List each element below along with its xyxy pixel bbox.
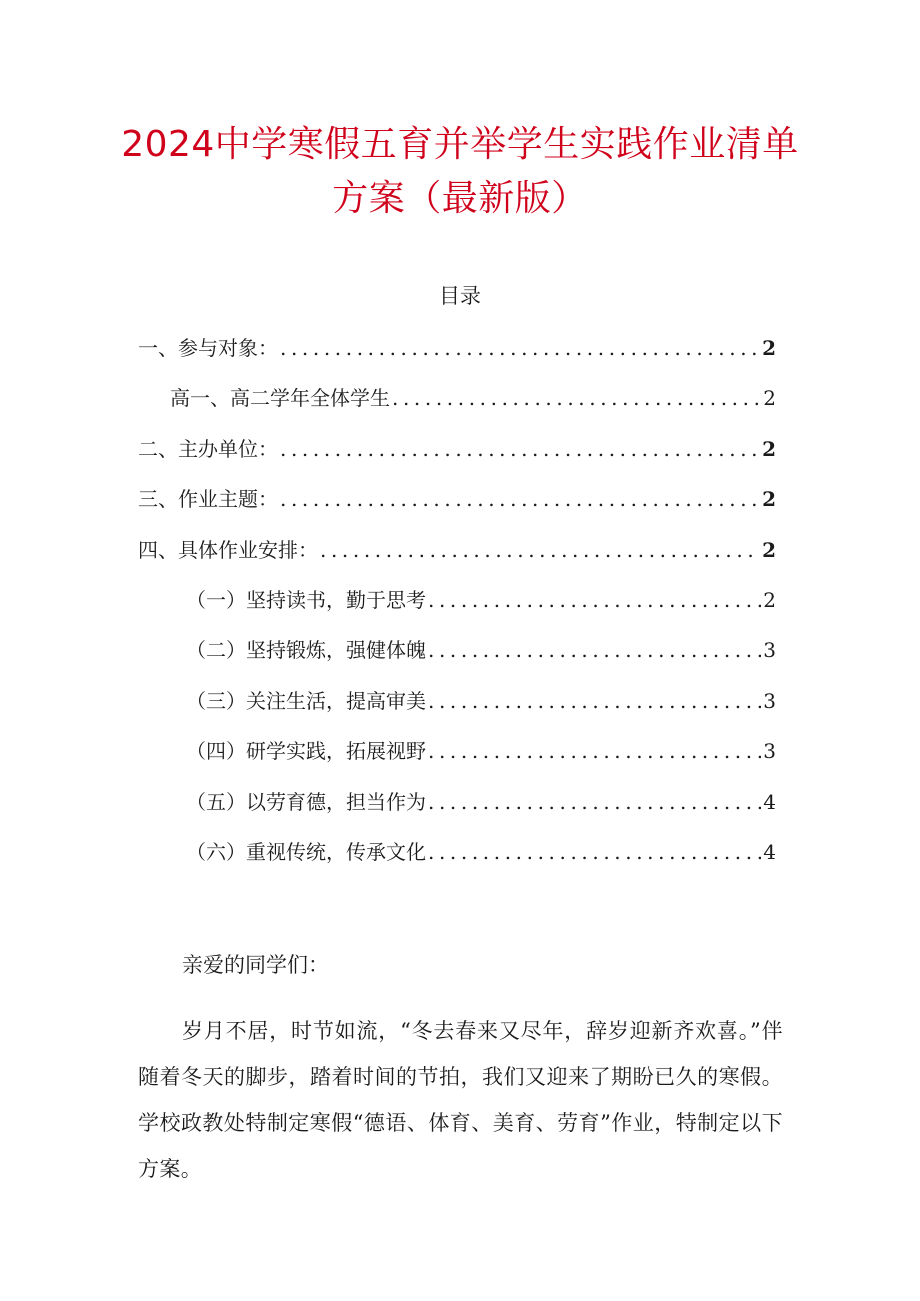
toc-entry-page-number: 4 — [763, 789, 776, 814]
toc-entry-page-number: 3 — [763, 638, 776, 663]
toc-entry-page-number: 2 — [763, 386, 776, 411]
toc-entry-page-number: 2 — [763, 588, 776, 612]
toc-entry-label: （五）以劳育德，担当作为 — [186, 789, 426, 814]
toc-entry-label: （一）坚持读书，勤于思考 — [186, 588, 426, 612]
document-title: 2024中学寒假五育并举学生实践作业清单方案（最新版） — [121, 124, 799, 219]
toc-entry[interactable] — [186, 585, 776, 615]
toc-entry[interactable] — [170, 383, 776, 413]
body-paragraph: 岁月不居，时节如流，“冬去春来又尽年，辞岁迎新齐欢喜。”伴随着冬天的脚步，踏着时间的节拍，我们又迎来了期盼已久的寒假。学校政教处特制定寒假“德语、体育、美育、劳育”作业，特制定以下方案。 — [138, 1019, 783, 1181]
toc-dot-leader — [280, 333, 760, 363]
toc-entry-label: 高一、高二学年全体学生 — [170, 386, 390, 411]
toc-entry[interactable] — [186, 787, 776, 817]
toc-entry-page-number: 2 — [762, 487, 776, 512]
toc-entry-page-number: 4 — [763, 840, 776, 864]
toc-dot-leader — [428, 686, 761, 716]
toc-entry[interactable] — [138, 484, 776, 514]
toc-entry[interactable] — [138, 434, 776, 464]
greeting: 亲爱的同学们： — [182, 953, 329, 977]
toc-dot-leader — [428, 837, 761, 867]
toc-entry[interactable] — [186, 635, 776, 665]
toc-heading: 目录 — [439, 284, 481, 308]
toc-entry[interactable] — [186, 837, 776, 867]
toc-entry-page-number: 3 — [763, 688, 776, 713]
toc-entry[interactable] — [138, 535, 776, 565]
toc-entry-label: 二、主办单位： — [138, 436, 278, 461]
toc-entry-label: 一、参与对象： — [138, 336, 278, 360]
toc-entry-label: （六）重视传统，传承文化 — [186, 840, 426, 864]
toc-dot-leader — [428, 635, 761, 665]
toc-dot-leader — [392, 383, 761, 413]
toc-entry[interactable] — [138, 333, 776, 363]
toc-dot-leader — [428, 736, 761, 766]
toc-entry-page-number: 3 — [763, 739, 776, 764]
toc-entry-page-number: 2 — [762, 537, 776, 562]
toc-entry-label: （四）研学实践，拓展视野 — [186, 739, 426, 764]
toc-entry-label: （三）关注生活，提高审美 — [186, 688, 426, 713]
toc-dot-leader — [428, 585, 761, 615]
toc-dot-leader — [428, 787, 761, 817]
toc-dot-leader — [280, 484, 760, 514]
toc-entry-label: （二）坚持锻炼，强健体魄 — [186, 638, 426, 663]
toc-entry-page-number: 2 — [762, 436, 776, 461]
toc-entry-label: 三、作业主题： — [138, 487, 278, 512]
toc-entry[interactable] — [186, 686, 776, 716]
toc-dot-leader — [320, 535, 760, 565]
toc-entry[interactable] — [186, 736, 776, 766]
toc-entry-page-number: 2 — [762, 336, 776, 360]
toc-entry-label: 四、具体作业安排： — [138, 537, 318, 562]
toc-dot-leader — [280, 434, 760, 464]
